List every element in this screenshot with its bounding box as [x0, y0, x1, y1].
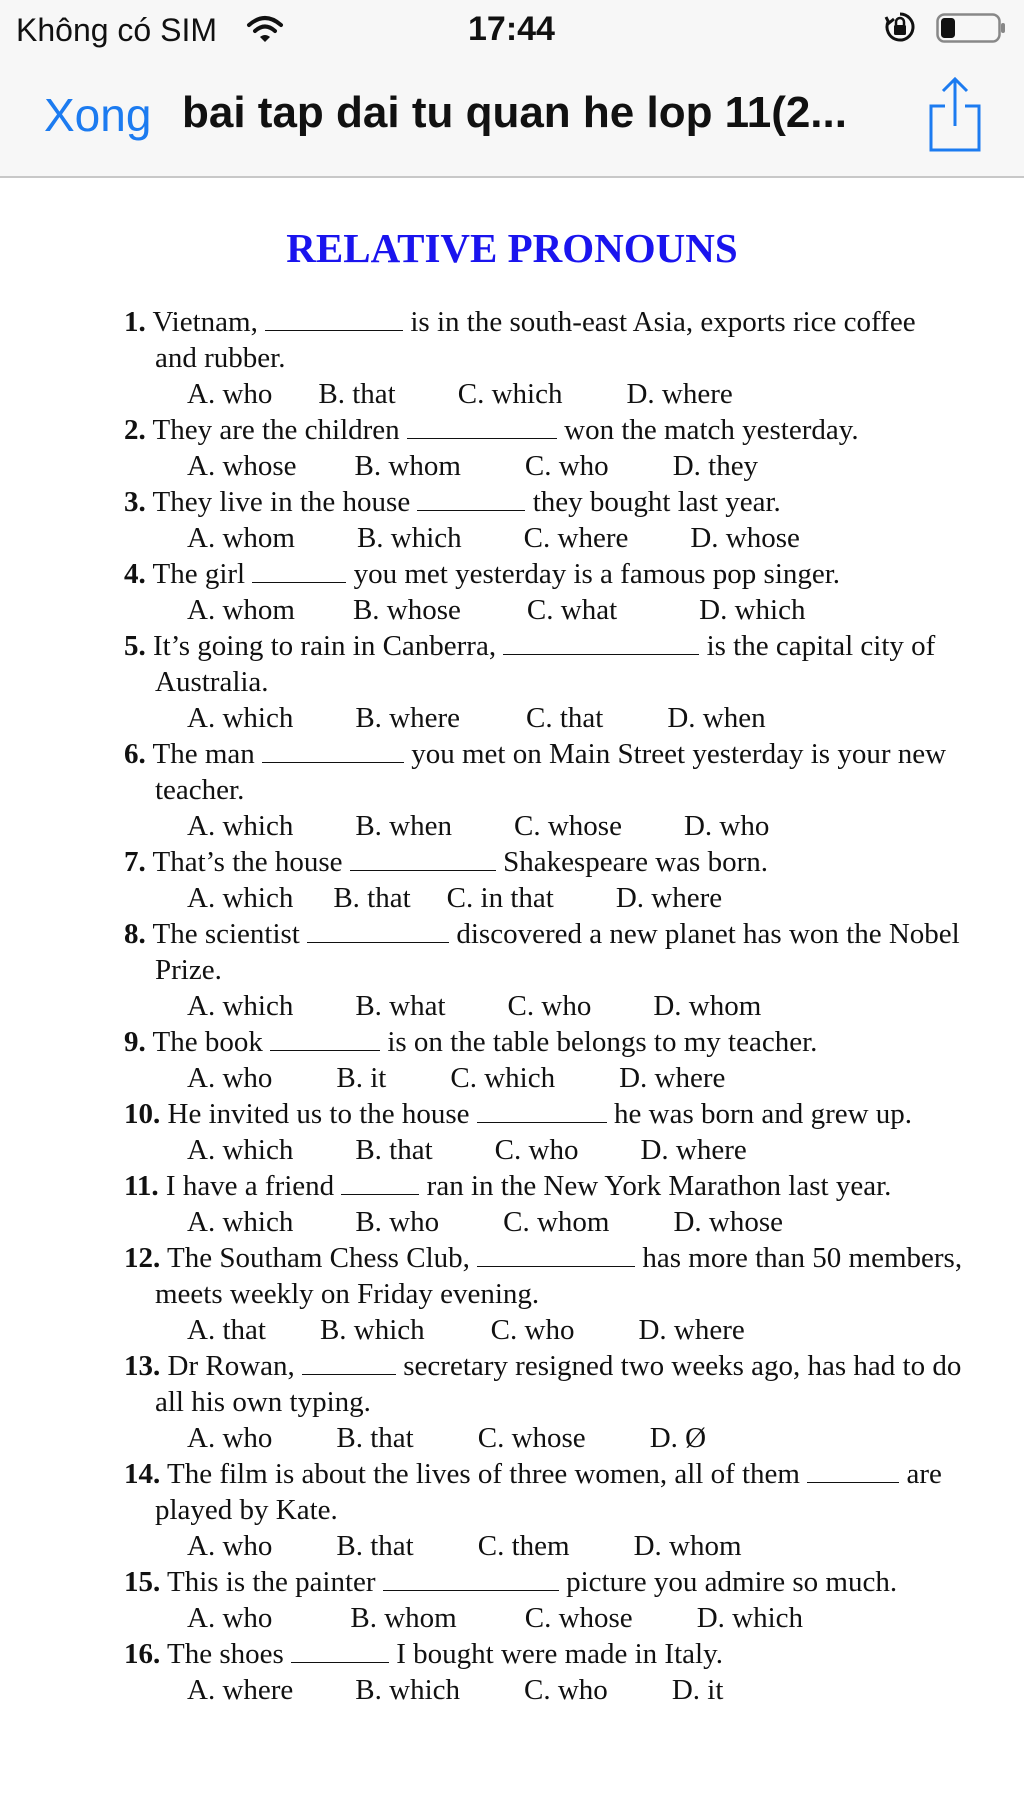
answer-option: D. who: [683, 810, 770, 842]
answer-option: B. when: [355, 810, 452, 842]
answer-option: C. which: [457, 378, 563, 410]
question-item: [124, 1348, 964, 1456]
answer-option: B. whom: [354, 450, 461, 482]
question-text-before: Dr Rowan,: [167, 1350, 295, 1382]
answer-option: A. which: [187, 990, 294, 1022]
question-text-after: has more than 50: [642, 1242, 842, 1274]
answer-option: B. that: [333, 882, 411, 914]
navigation-bar: [0, 58, 1024, 178]
answer-option: C. whose: [477, 1422, 586, 1454]
question-text-before: The Southam Chess Club,: [166, 1242, 470, 1274]
question-stem: [124, 484, 964, 520]
question-number: 15.: [124, 1566, 161, 1598]
question-stem: [124, 412, 964, 448]
question-text-after: is the capital: [706, 630, 854, 662]
answer-option: C. in that: [446, 882, 554, 914]
answer-option: A. whom: [187, 522, 295, 554]
battery-icon: [936, 12, 1006, 44]
question-stem: [124, 844, 964, 880]
question-text-before: The girl: [152, 558, 246, 590]
question-item: [124, 1024, 964, 1096]
answer-option: B. whom: [350, 1602, 457, 1634]
question-number: 3.: [124, 486, 146, 518]
orientation-lock-icon: [884, 11, 916, 43]
question-text-before: It’s going to rain in Canberra,: [153, 630, 497, 662]
document-heading: RELATIVE PRONOUNS: [286, 225, 738, 271]
question-text-before: He invited us to the house: [167, 1098, 470, 1130]
answer-options: [124, 1600, 964, 1636]
answer-options: [124, 988, 964, 1024]
question-stem: [124, 304, 964, 376]
clock: 17:44: [468, 10, 555, 48]
answer-blank: [407, 414, 557, 439]
answer-option: B. that: [336, 1422, 414, 1454]
answer-blank: [477, 1098, 607, 1123]
question-item: [124, 484, 964, 556]
question-text-after: I bought were made in Italy.: [396, 1638, 723, 1670]
question-text-before: The scientist: [152, 918, 300, 950]
question-text-continued: year.: [835, 1170, 892, 1202]
answer-blank: [417, 486, 525, 511]
question-text-after: you met yesterday is a famous pop singer.: [353, 558, 841, 590]
question-stem: [124, 628, 964, 700]
question-item: [124, 628, 964, 736]
document-title: bai tap dai tu quan he lop 11(2...: [182, 88, 847, 137]
question-text-continued: coffee and rubber.: [155, 306, 916, 374]
answer-option: B. what: [355, 990, 446, 1022]
question-item: [124, 304, 964, 412]
question-number: 4.: [124, 558, 146, 590]
answer-option: A. which: [187, 882, 294, 914]
answer-option: B. who: [355, 1206, 440, 1238]
answer-option: C. who: [494, 1134, 579, 1166]
answer-blank: [291, 1638, 389, 1663]
answer-option: A. who: [187, 378, 273, 410]
answer-option: D. which: [699, 594, 806, 626]
answer-option: D. whose: [673, 1206, 784, 1238]
question-number: 7.: [124, 846, 146, 878]
answer-option: A. which: [187, 1134, 294, 1166]
question-text-after: Shakespeare was born.: [503, 846, 768, 878]
answer-options: [124, 880, 964, 916]
question-text-before: I have a friend: [165, 1170, 335, 1202]
answer-option: C. who: [524, 1674, 608, 1706]
question-text-after: picture you admire so: [566, 1566, 819, 1598]
answer-blank: [807, 1458, 899, 1483]
answer-option: D. where: [619, 1062, 726, 1094]
answer-option: C. what: [526, 594, 618, 626]
answer-blank: [477, 1242, 635, 1267]
answer-options: [124, 376, 964, 412]
answer-option: A. whom: [187, 594, 295, 626]
answer-options: [124, 592, 964, 628]
question-item: [124, 556, 964, 628]
question-text-after: they bought last year.: [532, 486, 781, 518]
question-item: [124, 1168, 964, 1240]
answer-options: [124, 448, 964, 484]
question-text-continued: city of Australia.: [155, 630, 936, 698]
question-number: 13.: [124, 1350, 161, 1382]
answer-option: D. Ø: [649, 1422, 707, 1454]
answer-option: D. whose: [690, 522, 800, 554]
question-list: [124, 304, 964, 1708]
question-text-continued: grew up.: [810, 1098, 913, 1130]
answer-option: C. whose: [524, 1602, 633, 1634]
answer-option: D. which: [696, 1602, 804, 1634]
answer-option: B. where: [355, 702, 461, 734]
answer-option: A. which: [187, 810, 294, 842]
answer-options: [124, 1132, 964, 1168]
answer-options: [124, 1060, 964, 1096]
answer-option: D. where: [626, 378, 733, 410]
question-number: 1.: [124, 306, 146, 338]
battery-level-fill: [941, 18, 955, 38]
question-item: [124, 1096, 964, 1168]
answer-blank: [503, 630, 699, 655]
question-text-after: discovered a new planet has won: [456, 918, 839, 950]
question-item: [124, 412, 964, 484]
question-number: 16.: [124, 1638, 161, 1670]
answer-options: [124, 1420, 964, 1456]
question-text-before: They live in the house: [152, 486, 411, 518]
answer-option: D. where: [638, 1314, 745, 1346]
question-number: 2.: [124, 414, 146, 446]
answer-blank: [307, 918, 449, 943]
question-item: [124, 1240, 964, 1348]
question-stem: [124, 1564, 964, 1600]
question-text-continued: had to do all his own typing.: [155, 1350, 962, 1418]
question-stem: [124, 556, 964, 592]
question-text-after: is on the table belongs to my teacher.: [387, 1026, 818, 1058]
wifi-icon: [246, 14, 284, 44]
answer-option: B. that: [355, 1134, 433, 1166]
question-number: 5.: [124, 630, 146, 662]
answer-blank: [383, 1566, 559, 1591]
answer-option: B. which: [319, 1314, 425, 1346]
answer-option: A. which: [187, 702, 294, 734]
done-button[interactable]: Xong: [44, 89, 152, 141]
question-stem: [124, 1024, 964, 1060]
question-text-after: secretary resigned two weeks ago, has: [403, 1350, 847, 1382]
answer-option: C. that: [526, 702, 604, 734]
question-number: 9.: [124, 1026, 146, 1058]
question-text-before: That’s the house: [152, 846, 343, 878]
answer-option: D. where: [640, 1134, 747, 1166]
question-number: 14.: [124, 1458, 161, 1490]
question-text-before: This is the painter: [166, 1566, 376, 1598]
question-text-continued: the Nobel Prize.: [155, 918, 960, 986]
question-text-before: The shoes: [166, 1638, 284, 1670]
question-stem: [124, 916, 964, 988]
answer-blank: [252, 558, 346, 583]
answer-option: C. whose: [514, 810, 622, 842]
question-number: 10.: [124, 1098, 161, 1130]
question-stem: [124, 1636, 964, 1672]
answer-option: D. where: [615, 882, 723, 914]
question-stem: [124, 1456, 964, 1528]
answer-options: [124, 520, 964, 556]
answer-option: D. whom: [653, 990, 762, 1022]
question-text-continued: members, meets weekly on Friday evening.: [155, 1242, 963, 1310]
question-text-before: The book: [152, 1026, 263, 1058]
answer-option: B. which: [356, 522, 462, 554]
answer-options: [124, 1312, 964, 1348]
question-item: [124, 1636, 964, 1708]
question-text-after: you met on Main Street yesterday is: [411, 738, 831, 770]
question-item: [124, 844, 964, 916]
answer-option: A. who: [187, 1530, 273, 1562]
answer-option: C. who: [507, 990, 592, 1022]
answer-option: C. whom: [503, 1206, 610, 1238]
question-item: [124, 1456, 964, 1564]
question-item: [124, 916, 964, 1024]
answer-option: C. where: [523, 522, 629, 554]
answer-option: B. it: [336, 1062, 387, 1094]
question-text-before: Vietnam,: [152, 306, 258, 338]
answer-option: A. who: [187, 1422, 273, 1454]
question-text-after: is in the south-east Asia, exports rice: [410, 306, 837, 338]
question-text-continued: your new teacher.: [155, 738, 947, 806]
answer-option: D. it: [671, 1674, 724, 1706]
answer-options: [124, 808, 964, 844]
question-stem: [124, 736, 964, 808]
answer-option: B. that: [318, 378, 396, 410]
question-stem: [124, 1348, 964, 1420]
status-bar: [0, 0, 1024, 58]
answer-options: [124, 700, 964, 736]
answer-options: [124, 1528, 964, 1564]
answer-blank: [262, 738, 404, 763]
question-number: 8.: [124, 918, 146, 950]
question-text-continued: much.: [825, 1566, 898, 1598]
answer-option: C. who: [524, 450, 609, 482]
answer-option: B. which: [355, 1674, 461, 1706]
answer-blank: [341, 1170, 419, 1195]
answer-option: A. where: [187, 1674, 294, 1706]
question-stem: [124, 1096, 964, 1132]
answer-options: [124, 1204, 964, 1240]
document-viewer[interactable]: [0, 178, 1024, 1820]
answer-option: A. who: [187, 1602, 273, 1634]
answer-blank: [302, 1350, 396, 1375]
carrier-label: Không có SIM: [16, 12, 217, 48]
answer-option: D. when: [667, 702, 766, 734]
question-number: 6.: [124, 738, 146, 770]
share-icon[interactable]: [926, 76, 984, 154]
answer-option: B. whose: [352, 594, 461, 626]
answer-option: C. them: [477, 1530, 570, 1562]
question-stem: [124, 1168, 964, 1204]
answer-option: B. that: [336, 1530, 414, 1562]
question-text-after: won the match yesterday.: [564, 414, 859, 446]
question-number: 11.: [124, 1170, 159, 1202]
answer-option: A. that: [187, 1314, 266, 1346]
answer-option: A. whose: [187, 450, 297, 482]
answer-options: [124, 1672, 964, 1708]
answer-blank: [270, 1026, 380, 1051]
question-item: [124, 1564, 964, 1636]
answer-option: D. they: [672, 450, 759, 482]
answer-option: D. whom: [633, 1530, 742, 1562]
question-number: 12.: [124, 1242, 161, 1274]
question-stem: [124, 1240, 964, 1312]
question-text-after: are played by Kate.: [155, 1458, 942, 1526]
answer-blank: [265, 306, 403, 331]
answer-blank: [350, 846, 496, 871]
question-item: [124, 736, 964, 844]
question-text-after: he was born and: [614, 1098, 804, 1130]
question-text-before: The man: [152, 738, 255, 770]
answer-option: A. which: [187, 1206, 294, 1238]
answer-option: C. which: [450, 1062, 556, 1094]
question-text-before: They are the children: [152, 414, 400, 446]
answer-option: A. who: [187, 1062, 273, 1094]
question-text-after: ran in the New York Marathon last: [426, 1170, 829, 1202]
answer-option: C. who: [490, 1314, 575, 1346]
question-text-before: The film is about the lives of three women, all of them: [166, 1458, 800, 1490]
